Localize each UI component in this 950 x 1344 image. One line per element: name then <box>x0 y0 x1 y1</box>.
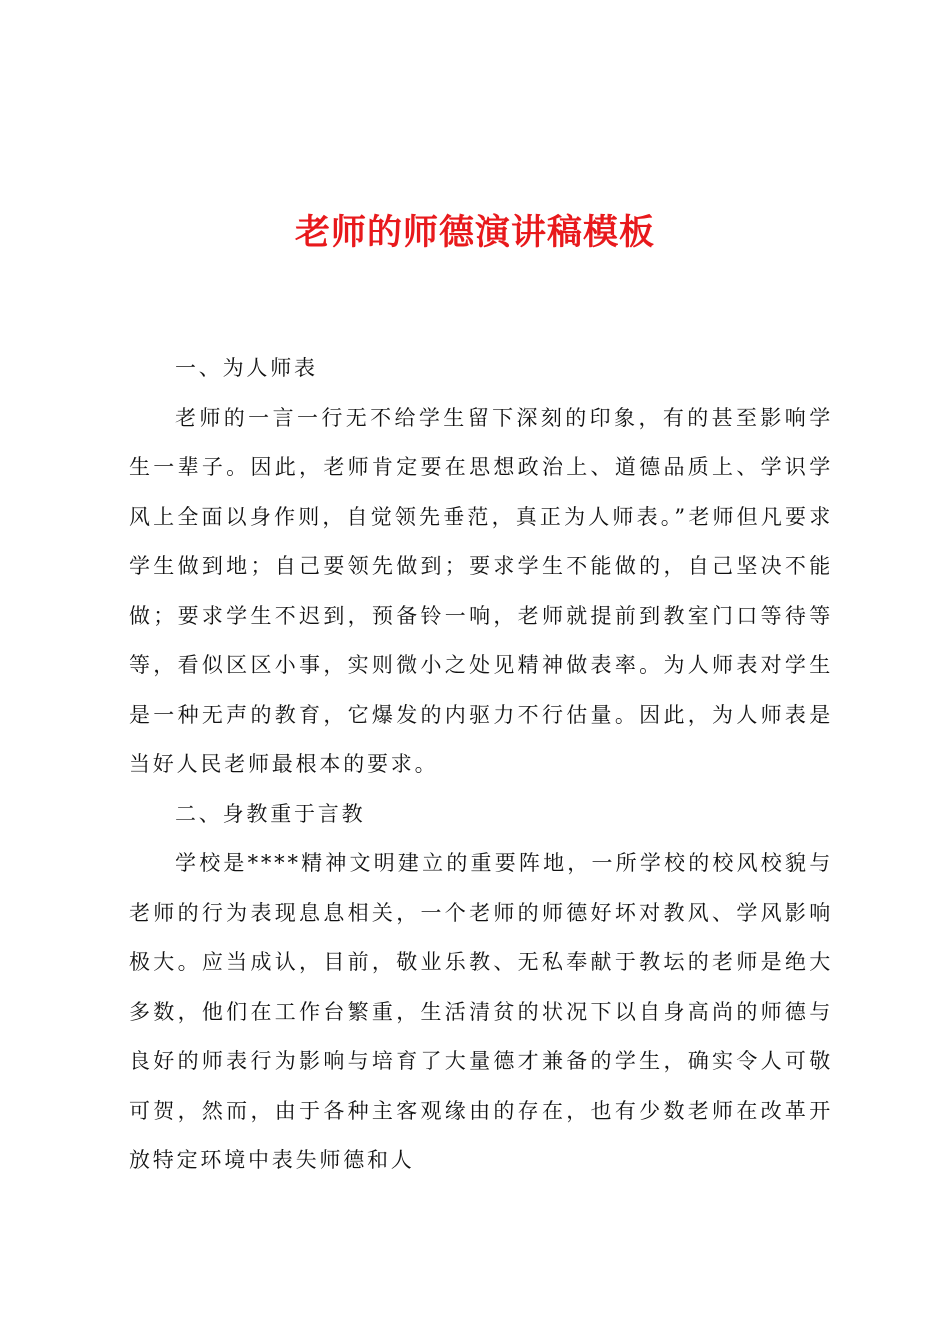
section-heading-1: 一、为人师表 <box>175 356 318 380</box>
document-body <box>129 344 833 1186</box>
section-paragraph-2: 学校是****精神文明建立的重要阵地，一所学校的校风校貌与老师的行为表现息息相关，一个老师的师德好坏对教风、学风影响极大。应当成认，目前，敬业乐教、无私奉献于教坛的老师是绝大多数，他们在工作台繁重，生活清贫的状况下以自身高尚的师德与良好的师表行为影响与培育了大量德才兼备的学生，确实令人可敬可贺，然而，由于各种主客观缘由的存在，也有少数老师在改革开放特定环境中表失师德和人 <box>129 851 833 1172</box>
section-paragraph-1: 老师的一言一行无不给学生留下深刻的印象，有的甚至影响学生一辈子。因此，老师肯定要在思想政治上、道德品质上、学识学风上全面以身作则，自觉领先垂范，真正为人师表。”老师但凡要求学生做到地；自己要领先做到；要求学生不能做的，自己坚决不能做；要求学生不迟到，预备铃一响，老师就提前到教室门口等待等等，看似区区小事，实则微小之处见精神做表率。为人师表对学生是一种无声的教育，它爆发的内驱力不行估量。因此，为人师表是当好人民老师最根本的要求。 <box>129 405 833 776</box>
document-title: 老师的师德演讲稿模板 <box>294 213 655 253</box>
section-heading-2: 二、身教重于言教 <box>175 801 366 826</box>
